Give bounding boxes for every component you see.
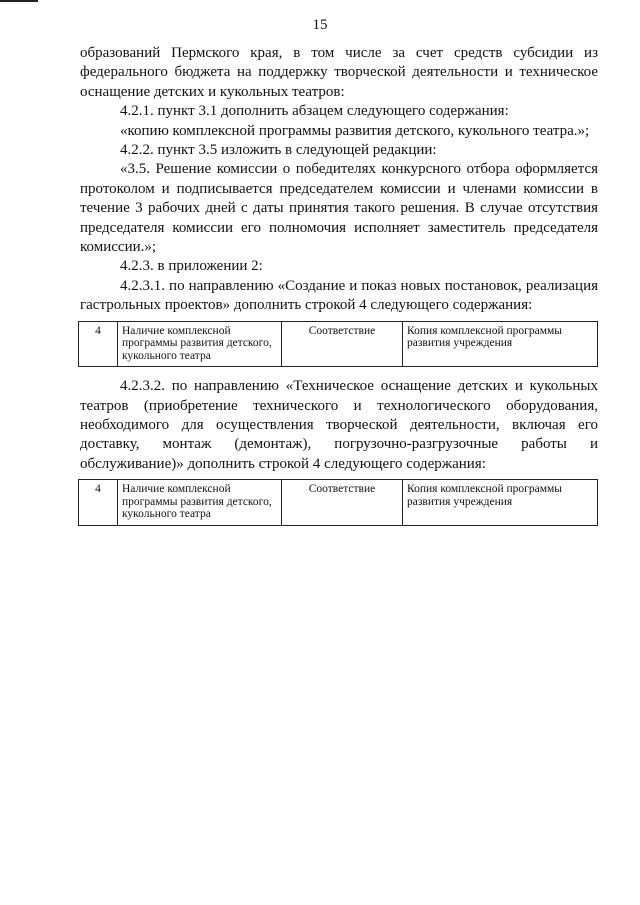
- paragraph-4-2-2: 4.2.2. пункт 3.5 изложить в следующей редакции:: [120, 142, 437, 159]
- page-number: 15: [312, 17, 328, 33]
- paragraph-continuation: образований Пермского края, в том числе за счет средств субсидии из федерального бюджета на поддержку творческой деятельности и техническое оснащение детских и кукольных театров:: [80, 45, 598, 100]
- required-document: Копия комплексной программы развития учреждения: [403, 480, 598, 526]
- criterion-name: Наличие комплексной программы развития детского, кукольного театра: [118, 321, 282, 367]
- paragraph-4-2-3-2: 4.2.3.2. по направлению «Техническое оснащение детских и кукольных театров (приобретение технического и технологического оборудования, необходимого для осуществления творческой деятельности, включая его доставку, монтаж (демонтаж), погрузочно-разгрузочные работы и обслуживание)» дополнить строкой 4 следующего содержания:: [80, 378, 598, 472]
- required-document: Копия комплексной программы развития учреждения: [403, 321, 598, 367]
- document-body: [80, 44, 598, 536]
- criterion-value: Соответствие: [282, 321, 403, 367]
- row-number: 4: [79, 321, 118, 367]
- table-row: [79, 480, 598, 526]
- paragraph-4-2-1: 4.2.1. пункт 3.1 дополнить абзацем следующего содержания:: [120, 103, 509, 120]
- criterion-value: Соответствие: [282, 480, 403, 526]
- scan-corner-mark: [0, 0, 38, 2]
- criterion-name: Наличие комплексной программы развития детского, кукольного театра: [118, 480, 282, 526]
- criteria-table-2: [78, 479, 598, 526]
- paragraph-quote-copy: «копию комплексной программы развития детского, кукольного театра.»;: [120, 122, 590, 139]
- paragraph-4-2-3-1: 4.2.3.1. по направлению «Создание и показ новых постановок, реализация гастрольных проектов» дополнить строкой 4 следующего содержания:: [80, 277, 598, 314]
- paragraph-4-2-3: 4.2.3. в приложении 2:: [120, 258, 263, 275]
- criteria-table-1: [78, 321, 598, 368]
- paragraph-3-5: «3.5. Решение комиссии о победителях конкурсного отбора оформляется протоколом и подписывается председателем комиссии и членами комиссии в течение 3 рабочих дней с даты принятия такого решения. В случае отсутствия председателя комиссии его полномочия исполняет заместитель председателя комиссии.»;: [80, 161, 598, 256]
- table-row: [79, 321, 598, 367]
- row-number: 4: [79, 480, 118, 526]
